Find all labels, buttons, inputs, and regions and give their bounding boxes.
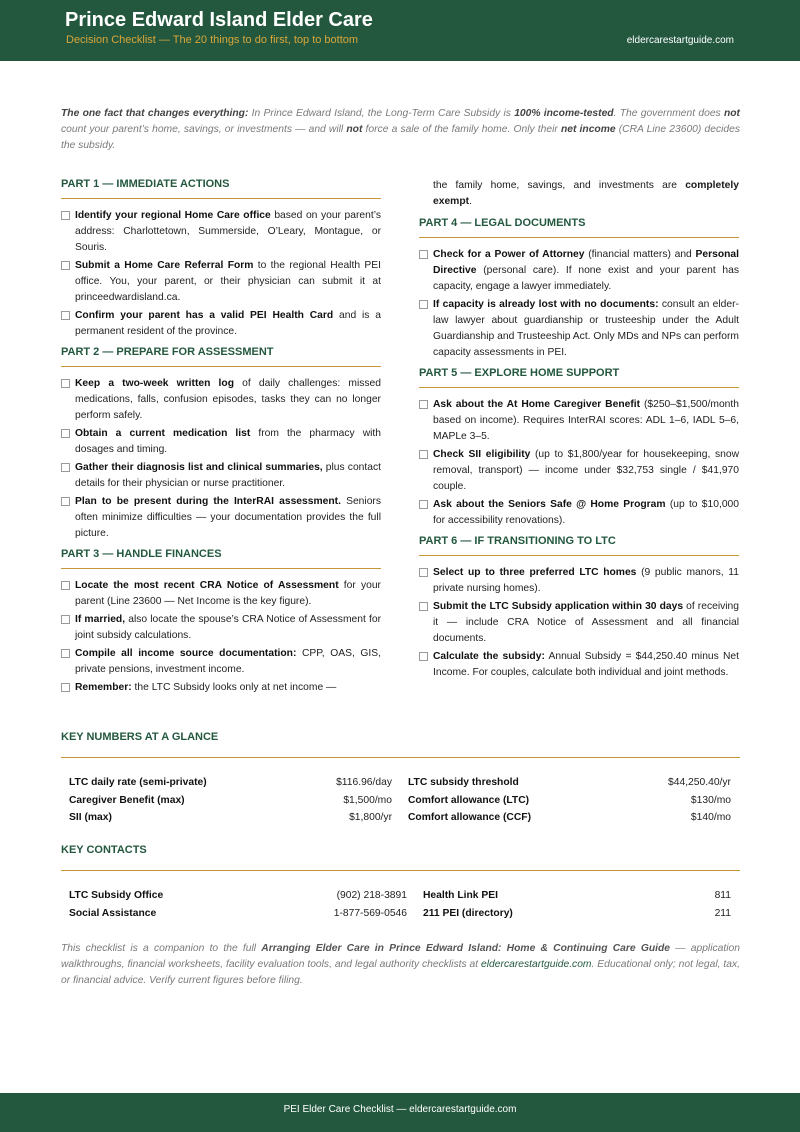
table-row bbox=[423, 887, 731, 905]
item-bold: If capacity is already lost with no documents: bbox=[433, 299, 659, 310]
item-text: plus contact details for their physician or nurse practitioner. bbox=[75, 462, 381, 489]
table-row bbox=[408, 809, 731, 827]
item-text: (up to $10,000 for accessibility renovations). bbox=[433, 499, 739, 526]
part3-continuation bbox=[419, 178, 739, 210]
checkbox[interactable] bbox=[61, 379, 70, 388]
row-value: $1,500/mo bbox=[343, 794, 392, 806]
checkbox[interactable] bbox=[61, 649, 70, 658]
item-bold: Compile all income source documentation: bbox=[75, 648, 297, 659]
checklist-item bbox=[61, 578, 381, 610]
item-bold: Locate the most recent CRA Notice of Assessment bbox=[75, 580, 339, 591]
item-bold: Identify your regional Home Care office bbox=[75, 210, 271, 221]
intro-text: (CRA Line 23600) decides the subsidy. bbox=[61, 124, 740, 151]
key-numbers-left bbox=[69, 774, 408, 827]
intro-text: . The government does bbox=[613, 108, 724, 119]
checklist-item bbox=[61, 680, 381, 696]
item-bold: Check for a Power of Attorney bbox=[433, 249, 585, 260]
checkbox[interactable] bbox=[419, 450, 428, 459]
item-text: of daily challenges: missed medications, falls, confusion episodes, tasks they can no longer perform safely. bbox=[75, 378, 381, 421]
footer-text: PEI Elder Care Checklist — eldercarestartguide.com bbox=[283, 1104, 517, 1115]
part5-section bbox=[419, 367, 739, 529]
item-text: of receiving it — include CRA Notice of Assessment and all financial documents. bbox=[433, 601, 739, 644]
continuation-text: the family home, savings, and investments are bbox=[433, 180, 686, 191]
checkbox[interactable] bbox=[419, 602, 428, 611]
checkbox[interactable] bbox=[61, 429, 70, 438]
intro-text: force a sale of the family home. Only their bbox=[362, 124, 561, 135]
item-bold: Check SII eligibility bbox=[433, 449, 531, 460]
item-text: the LTC Subsidy looks only at net income — bbox=[131, 682, 337, 693]
key-numbers-heading: KEY NUMBERS AT A GLANCE bbox=[61, 731, 740, 758]
item-text: to the regional Health PEI office. You, your parent, or their physician can submit it at princeedwardisland.ca. bbox=[75, 260, 381, 303]
item-text: (personal care). If none exist and your parent has capacity, engage a lawyer immediately. bbox=[433, 265, 739, 292]
item-bold: Personal Directive bbox=[433, 249, 739, 276]
footer-banner bbox=[0, 1093, 800, 1132]
checkbox[interactable] bbox=[61, 615, 70, 624]
item-bold: Plan to be present during the InterRAI assessment. bbox=[75, 496, 341, 507]
key-numbers-table bbox=[61, 774, 740, 827]
checkbox[interactable] bbox=[419, 250, 428, 259]
item-text: CPP, OAS, GIS, private pensions, investment income. bbox=[75, 648, 381, 675]
table-row bbox=[69, 792, 392, 810]
part3-heading: PART 3 — HANDLE FINANCES bbox=[61, 548, 381, 569]
item-bold: Keep a two-week written log bbox=[75, 378, 234, 389]
row-value: $130/mo bbox=[690, 794, 731, 806]
row-label: Health Link PEI bbox=[423, 890, 498, 901]
row-value: $1,800/yr bbox=[349, 812, 392, 823]
part6-section bbox=[419, 535, 739, 681]
guide-title: Arranging Elder Care in Prince Edward Island: Home & Continuing Care Guide bbox=[261, 943, 671, 954]
companion-note bbox=[61, 941, 740, 989]
item-bold: If married, bbox=[75, 614, 126, 625]
checklist-item bbox=[61, 258, 381, 306]
continuation-bold: completely exempt bbox=[433, 180, 739, 207]
key-contacts-heading: KEY CONTACTS bbox=[61, 844, 740, 871]
page-subtitle: Decision Checklist — The 20 things to do first, top to bottom bbox=[66, 34, 359, 46]
checklist-item bbox=[419, 599, 739, 647]
table-row bbox=[69, 774, 392, 792]
item-text: for your parent (Line 23600 — Net Income is the key figure). bbox=[75, 580, 381, 607]
row-label: LTC daily rate (semi-private) bbox=[69, 777, 207, 788]
item-bold: Confirm your parent has a valid PEI Health Card bbox=[75, 310, 334, 321]
checklist-item bbox=[419, 247, 739, 295]
right-column bbox=[419, 178, 739, 687]
item-text: (9 public manors, 11 private nursing homes). bbox=[433, 567, 739, 594]
part6-heading: PART 6 — IF TRANSITIONING TO LTC bbox=[419, 535, 739, 556]
note-text: This checklist is a companion to the full bbox=[61, 943, 262, 954]
row-label: LTC subsidy threshold bbox=[408, 777, 519, 788]
intro-emphasis: not bbox=[346, 124, 363, 135]
item-bold: Submit a Home Care Referral Form bbox=[75, 260, 254, 271]
table-row bbox=[69, 905, 407, 923]
continuation-end: . bbox=[469, 196, 472, 207]
intro-text: In Prince Edward Island, the Long-Term Care Subsidy is bbox=[248, 108, 515, 119]
checkbox[interactable] bbox=[61, 497, 70, 506]
checkbox[interactable] bbox=[419, 300, 428, 309]
intro-emphasis: net income bbox=[560, 124, 616, 135]
table-row bbox=[69, 809, 392, 827]
part4-section bbox=[419, 217, 739, 361]
item-text: and is a permanent resident of the province. bbox=[75, 310, 381, 337]
row-label: Caregiver Benefit (max) bbox=[69, 794, 185, 806]
row-value: $140/mo bbox=[690, 812, 731, 823]
checklist-item bbox=[419, 497, 739, 529]
item-bold: Gather their diagnosis list and clinical summaries, bbox=[75, 462, 323, 473]
checklist-item bbox=[419, 297, 739, 361]
table-row bbox=[69, 887, 407, 905]
intro-lead: The one fact that changes everything: bbox=[61, 108, 249, 119]
phone-number[interactable]: (902) 218-3891 bbox=[336, 890, 407, 901]
checklist-item bbox=[61, 460, 381, 492]
checkbox[interactable] bbox=[61, 581, 70, 590]
phone-number[interactable]: 211 bbox=[714, 907, 731, 919]
table-row bbox=[423, 905, 731, 923]
item-bold: Calculate the subsidy: bbox=[433, 651, 545, 662]
intro-text: count your parent’s home, savings, or investments — and will bbox=[61, 124, 347, 135]
row-label: Comfort allowance (CCF) bbox=[408, 812, 531, 823]
header-site-link[interactable]: eldercarestartguide.com bbox=[626, 35, 734, 46]
phone-number[interactable]: 1-877-569-0546 bbox=[333, 907, 407, 919]
item-text: from the pharmacy with dosages and timing. bbox=[75, 428, 382, 455]
row-label: Social Assistance bbox=[69, 907, 157, 919]
checklist-item bbox=[61, 612, 381, 644]
part1-section bbox=[61, 178, 381, 340]
key-numbers-section bbox=[61, 731, 740, 827]
item-bold: Select up to three preferred LTC homes bbox=[433, 567, 637, 578]
page-title: Prince Edward Island Elder Care bbox=[65, 9, 373, 31]
key-contacts-right bbox=[423, 887, 731, 922]
checkbox[interactable] bbox=[419, 500, 428, 509]
checklist-item bbox=[61, 376, 381, 424]
item-text: Annual Subsidy = $44,250.40 minus Net Income. For couples, calculate both individual and joint methods. bbox=[433, 651, 739, 678]
checklist-item bbox=[61, 308, 381, 340]
item-bold: Remember: bbox=[75, 682, 132, 693]
checklist-item bbox=[419, 397, 739, 445]
item-text: also locate the spouse’s CRA Notice of Assessment for joint subsidy calculations. bbox=[75, 614, 381, 641]
checkbox[interactable] bbox=[61, 683, 70, 692]
table-row bbox=[408, 774, 731, 792]
guide-link[interactable]: eldercarestartguide.com bbox=[481, 959, 592, 970]
checklist-item bbox=[419, 649, 739, 681]
key-contacts-left bbox=[69, 887, 423, 922]
item-text: Seniors often minimize difficulties — your documentation provides the full picture. bbox=[75, 496, 381, 539]
item-text: consult an elder-law lawyer about guardianship or trusteeship under the Adult Guardianship and Trusteeship Act. Only MDs and NPs can perform capacity assessments in PEI. bbox=[433, 299, 739, 358]
checklist-item bbox=[61, 208, 381, 256]
checklist-item bbox=[61, 646, 381, 678]
row-label: LTC Subsidy Office bbox=[69, 890, 164, 901]
checklist-item bbox=[61, 426, 381, 458]
item-bold: Submit the LTC Subsidy application within 30 days bbox=[433, 601, 684, 612]
table-row bbox=[408, 792, 731, 810]
checkbox[interactable] bbox=[61, 463, 70, 472]
row-value: $44,250.40/yr bbox=[668, 777, 731, 788]
item-text: ($250–$1,500/month based on income). Requires InterRAI scores: ADL 1–6, IADL 5–6, MAPLe 3–5. bbox=[433, 399, 739, 442]
item-bold: Ask about the Seniors Safe @ Home Program bbox=[433, 499, 666, 510]
checklist-item bbox=[61, 494, 381, 542]
note-text: . Educational only; not legal, tax, or financial advice. Verify current figures before filing. bbox=[61, 959, 740, 986]
checkbox[interactable] bbox=[61, 211, 70, 220]
key-contacts-section bbox=[61, 844, 740, 922]
left-column bbox=[61, 178, 381, 702]
intro-emphasis: not bbox=[723, 108, 740, 119]
item-bold: Obtain a current medication list bbox=[75, 428, 251, 439]
item-text: (financial matters) and bbox=[584, 249, 696, 260]
checkbox[interactable] bbox=[419, 400, 428, 409]
checkbox[interactable] bbox=[61, 261, 70, 270]
part2-heading: PART 2 — PREPARE FOR ASSESSMENT bbox=[61, 346, 381, 367]
key-contacts-table bbox=[61, 887, 740, 922]
row-value: $116.96/day bbox=[336, 777, 392, 788]
note-text: — application walkthroughs, financial worksheets, facility evaluation tools, and legal authority checklists at bbox=[61, 943, 740, 970]
checkbox[interactable] bbox=[419, 568, 428, 577]
header-banner bbox=[0, 0, 800, 61]
item-text: (up to $1,800/year for housekeeping, snow removal, transport) — income under $32,753 single / $41,970 couple. bbox=[433, 449, 740, 492]
intro-paragraph bbox=[61, 106, 740, 154]
checklist-item bbox=[419, 447, 739, 495]
part2-section bbox=[61, 346, 381, 542]
checkbox[interactable] bbox=[61, 311, 70, 320]
row-label: 211 PEI (directory) bbox=[423, 907, 513, 919]
checkbox[interactable] bbox=[419, 652, 428, 661]
part3-section bbox=[61, 548, 381, 696]
row-label: SII (max) bbox=[69, 812, 112, 823]
row-label: Comfort allowance (LTC) bbox=[408, 794, 530, 806]
part5-heading: PART 5 — EXPLORE HOME SUPPORT bbox=[419, 367, 739, 388]
part1-heading: PART 1 — IMMEDIATE ACTIONS bbox=[61, 178, 381, 199]
item-bold: Ask about the At Home Caregiver Benefit bbox=[433, 399, 641, 410]
key-numbers-right bbox=[408, 774, 731, 827]
phone-number[interactable]: 811 bbox=[714, 890, 731, 901]
intro-emphasis: 100% income-tested bbox=[514, 108, 614, 119]
part4-heading: PART 4 — LEGAL DOCUMENTS bbox=[419, 217, 739, 238]
item-text: based on your parent’s address: Charlottetown, Summerside, O’Leary, Montague, or Souris. bbox=[75, 210, 381, 253]
checklist-item bbox=[419, 565, 739, 597]
